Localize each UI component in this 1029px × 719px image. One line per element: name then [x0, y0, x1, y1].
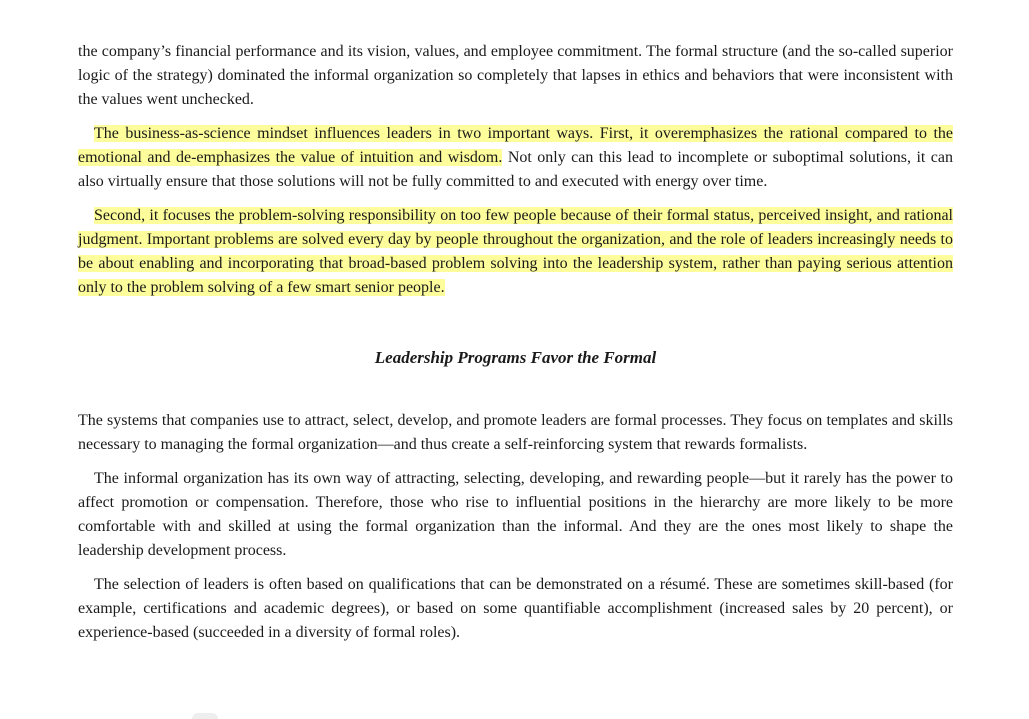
paragraph-text: The informal organization has its own way of attracting, selecting, developing, and rewarding people—but it rarely has the power to affect promotion or compensation. Therefore, those who rise to influential positions in the hierarchy are more likely to be more comfortable with and skilled at using the formal organization than the informal. And they are the ones most likely to shape the leadership development process. [78, 470, 953, 559]
highlighted-text[interactable]: Second, it focuses the problem-solving responsibility on too few people because of their formal status, perceived insight, and rational judgment. Important problems are solved every day by people throughout the organization, and the role of leaders increasingly needs to be about enabling and incorporating that broad-based problem solving into the leadership system, rather than paying serious attention only to the problem solving of a few smart senior people. [78, 207, 953, 296]
paragraph [78, 204, 953, 300]
highlighted-text[interactable]: The business-as-science mindset influences leaders in two important ways. First, it overemphasizes the rational compared to the emotional and de-emphasizes the value of intuition and wisdom. [78, 125, 953, 166]
section-heading: Leadership Programs Favor the Formal [374, 348, 657, 367]
page-edge-shadow [192, 713, 218, 719]
paragraph [78, 573, 953, 645]
paragraph [78, 122, 953, 194]
paragraph [78, 409, 953, 457]
paragraph-text: the company’s financial performance and its vision, values, and employee commitment. The formal structure (and the so-called superior logic of the strategy) dominated the informal organization so completely that lapses in ethics and behaviors that were inconsistent with the values went unchecked. [78, 43, 953, 108]
paragraph-text: Not only can this lead to incomplete or suboptimal solutions, it can also virtually ensure that those solutions will not be fully committed to and executed with energy over time. [78, 149, 954, 190]
paragraph [78, 467, 953, 563]
paragraph-text: The systems that companies use to attract, select, develop, and promote leaders are formal processes. They focus on templates and skills necessary to managing the formal organization—and thus create a self-reinforcing system that rewards formalists. [78, 412, 953, 453]
document-page [78, 40, 953, 645]
paragraph-text: The selection of leaders is often based on qualifications that can be demonstrated on a résumé. These are sometimes skill-based (for example, certifications and academic degrees), or based on some quantifiable accomplishment (increased sales by 20 percent), or experience-based (succeeded in a diversity of formal roles). [78, 576, 953, 641]
paragraph [78, 40, 953, 112]
